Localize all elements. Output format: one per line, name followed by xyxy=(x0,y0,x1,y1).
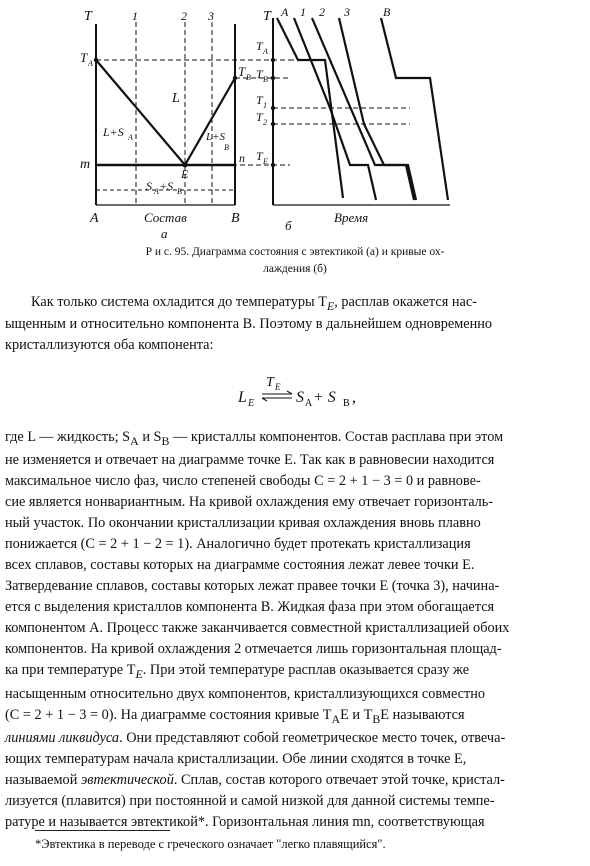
caption-line-1: Р и с. 95. Диаграмма состояния с эвтектикой (а) и кривые ох- xyxy=(145,246,445,258)
region-SA-sub: A xyxy=(154,187,159,196)
point-T2-axis xyxy=(271,122,275,126)
level-T2-sub: 2 xyxy=(263,118,267,127)
composition-label-1: 1 xyxy=(132,9,138,23)
curve-A-label: A xyxy=(281,5,289,19)
text-line-6: сие является нонвариантным. На кривой охлаждения ему отвечает горизонталь- xyxy=(5,494,494,510)
point-TB-axis xyxy=(271,76,275,80)
phase-panel-label: а xyxy=(161,226,168,241)
text-line-16: (C = 2 + 1 − 3 = 0). На диаграмме состояния кривые $T_AE$ и $T_BE$ называются xyxy=(5,707,465,726)
axis-B-label: B xyxy=(231,211,240,226)
curve-1-label: 1 xyxy=(300,5,306,19)
text-line-8: понижается (C = 2 + 1 − 2 = 1). Аналогично будет протекать кристаллизация xyxy=(5,536,471,552)
cooling-curve-B xyxy=(381,18,448,200)
region-plus-SB: +S xyxy=(159,179,174,193)
point-T1-axis xyxy=(271,106,275,110)
eq-T-sub: E xyxy=(275,382,281,392)
text-line-19: называемой эвтектической. Сплав, состав которого отвечает этой точке, кристал- xyxy=(5,772,505,788)
reaction-equation xyxy=(238,372,368,412)
region-L-SA: L+S xyxy=(103,125,124,139)
curve-B-label: B xyxy=(383,5,391,19)
cooling-curve-2 xyxy=(312,18,416,200)
eq-T: T xyxy=(266,375,274,390)
text-line-21: ратуре и называется эвтектикой*. Горизонтальная линия mn, соответствующая xyxy=(5,814,485,830)
level-TE: T xyxy=(256,149,263,163)
region-L-SA-sub: A xyxy=(128,133,133,142)
equilibrium-arrow-icon xyxy=(262,391,292,401)
text-line-9: всех сплавов, составы которых на диаграмме состояния лежат левее точки E. xyxy=(5,557,475,573)
text-line-12: компонентом A. Процесс также заканчивается совместной кристаллизацией обоих xyxy=(5,620,510,636)
level-TB: T xyxy=(256,67,263,81)
equation-svg xyxy=(238,372,368,412)
label-E: E xyxy=(181,167,189,181)
level-TB-sub: B xyxy=(263,75,268,84)
eq-SA: S xyxy=(296,389,304,406)
level-T1: T xyxy=(256,93,263,107)
figure-caption xyxy=(80,244,510,278)
eq-plus-SB: + S xyxy=(313,389,336,406)
label-TA: T xyxy=(80,50,88,65)
region-SB-sub: B xyxy=(177,187,182,196)
liquidus-A xyxy=(96,60,185,165)
text-line-15: насыщенным относительно двух компонентов, кристаллизующихся совместно xyxy=(5,686,486,702)
text-line-18: ющих температурам начала кристаллизации. Обе линии сходятся в точке E, xyxy=(5,751,467,767)
curve-3-label: 3 xyxy=(344,5,350,19)
caption-line-2: лаждения (б) xyxy=(263,263,327,275)
region-L: L xyxy=(172,91,180,106)
paragraph-1-line-3: кристаллизуются оба компонента: xyxy=(5,337,214,353)
region-SA: S xyxy=(146,179,152,193)
curve-2-label: 2 xyxy=(319,5,325,19)
eq-SB-sub: B xyxy=(343,398,350,409)
level-TA-sub: A xyxy=(263,47,268,56)
label-TB-sub: B xyxy=(246,73,251,82)
point-TA xyxy=(94,58,98,62)
label-m: m xyxy=(80,157,91,172)
label-TA-sub: A xyxy=(88,59,93,68)
phase-axis-T-label: T xyxy=(84,9,92,24)
point-TA-axis xyxy=(271,58,275,62)
paragraph-1-line-2: ыщенным и относительно компонента B. Поэтому в дальнейшем одновременно xyxy=(5,316,493,332)
cooling-axis-T-label: T xyxy=(263,9,271,24)
figure xyxy=(0,0,590,245)
text-line-11: ется с выделения кристаллов компонента B. Жидкая фаза при этом обогащается xyxy=(5,599,495,615)
text-line-where: где L — жидкость; $S_A$ и $S_B$ — кристаллы компонентов. Состав расплава при этом xyxy=(5,429,504,448)
text-line-10: Затвердевание сплавов, составы которых лежат правее точки E (точка 3), начина- xyxy=(5,578,500,594)
label-TB: T xyxy=(238,64,246,79)
text-line-5: максимальное число фаз, число степеней свободы C = 2 + 1 − 3 = 0 и равнове- xyxy=(5,473,481,489)
axis-A-label: A xyxy=(90,211,99,226)
phase-xlabel: Состав xyxy=(144,210,187,225)
paragraph-1-line-1: Как только система охладится до температуры $T_E$, расплав окажется нас- xyxy=(31,294,477,313)
footnote: *Эвтектика в переводе с греческого означает "легко плавящийся". xyxy=(35,837,386,851)
cooling-xlabel: Время xyxy=(334,210,369,225)
composition-label-3: 3 xyxy=(208,9,214,23)
cooling-panel-label: б xyxy=(285,218,292,233)
composition-label-2: 2 xyxy=(181,9,187,23)
text-line-20: лизуется (плавится) при постоянной и самой низкой для данной системы темпе- xyxy=(5,793,495,809)
cooling-curve-1 xyxy=(294,18,376,200)
eq-L: L xyxy=(238,389,247,406)
point-TB xyxy=(233,76,237,80)
eq-comma: , xyxy=(352,389,356,406)
figure-svg xyxy=(0,0,590,245)
text-line-14b: ка при температуре $T_E$. При этой температуре расплав оказывается сразу же xyxy=(5,662,470,681)
text-line-7: ный участок. По окончании кристаллизации кривая охлаждения вновь плавно xyxy=(5,515,481,531)
text-line-17: линиями ликвидуса. Они представляют собой геометрическое место точек, отвеча- xyxy=(5,730,506,746)
point-TE-axis xyxy=(271,163,275,167)
level-T2: T xyxy=(256,110,263,124)
region-L-SB: L+S xyxy=(206,131,226,143)
text-line-13: компонентов. На кривой охлаждения 2 отмечается лишь горизонтальная площад- xyxy=(5,641,502,657)
eq-L-sub: E xyxy=(248,398,255,409)
label-n: n xyxy=(239,151,245,165)
text-line-4: не изменяется и отвечает на диаграмме точке E. Так как в равновесии находится xyxy=(5,452,495,468)
region-L-SB-sub: B xyxy=(224,143,229,152)
footnote-rule xyxy=(35,830,170,831)
level-TE-sub: E xyxy=(263,157,268,166)
level-TA: T xyxy=(256,39,263,53)
level-T1-sub: 1 xyxy=(263,101,267,110)
eq-SA-sub: A xyxy=(305,398,313,409)
